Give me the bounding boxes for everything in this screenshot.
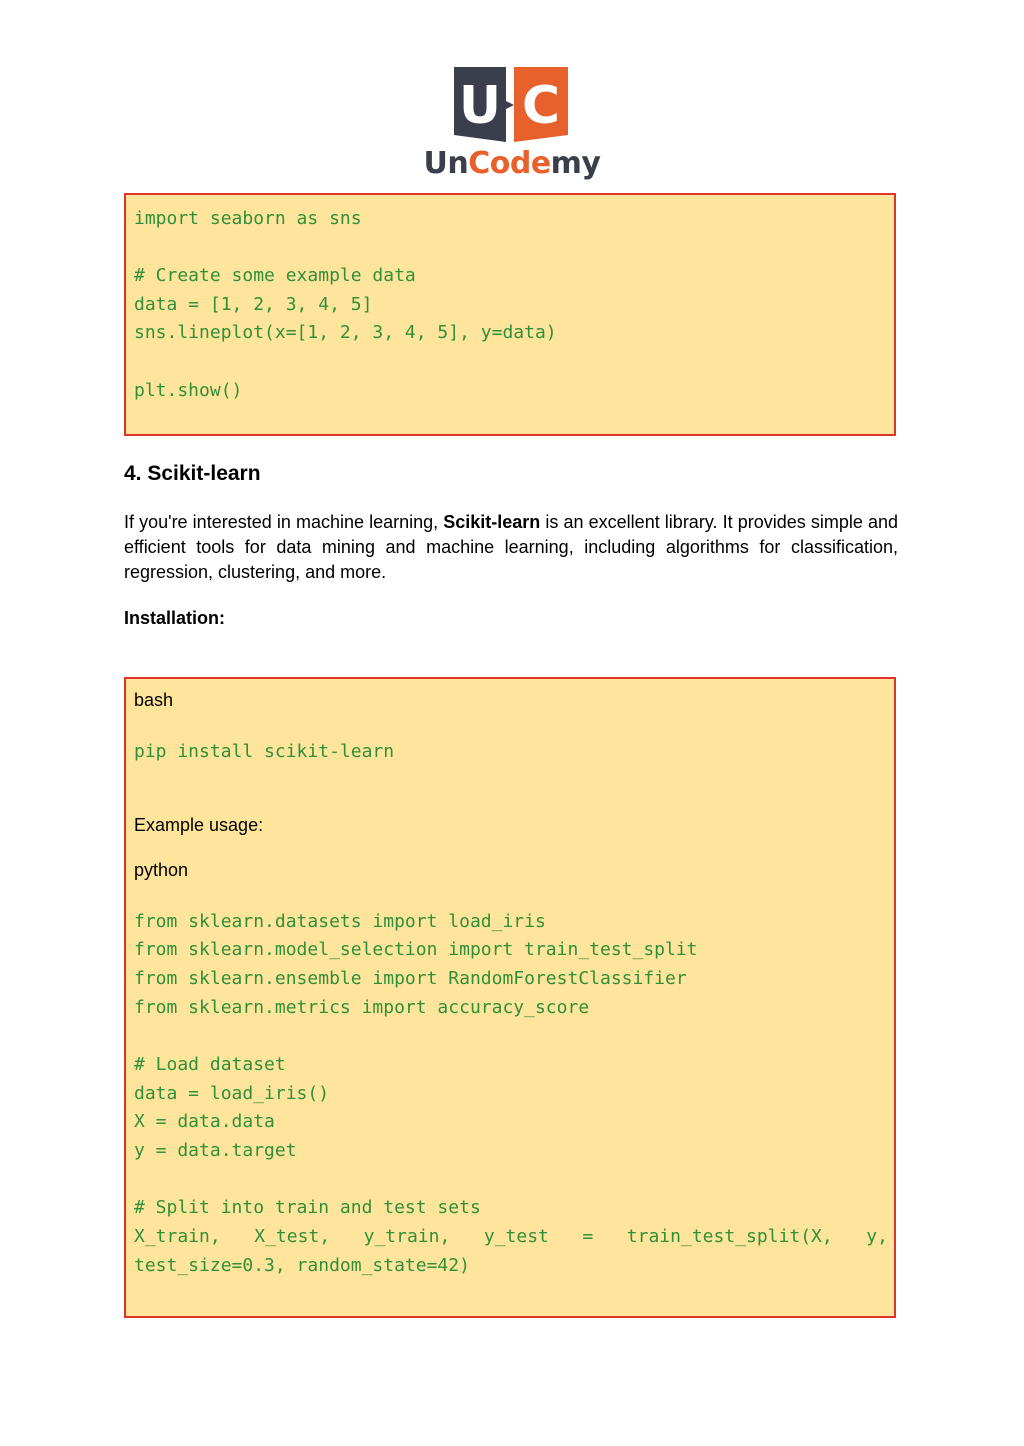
python-label: python (134, 860, 189, 880)
uncodemy-logo-mark (454, 67, 568, 142)
section-heading: 4. Scikit-learn (124, 462, 261, 485)
code-line: y = data.target (134, 1140, 297, 1161)
logo-wordmark-my: my (550, 146, 601, 181)
logo-mark-letter-c: C (521, 76, 561, 136)
code-line: data = [1, 2, 3, 4, 5] (134, 294, 373, 315)
code-token: = (582, 1226, 594, 1247)
code-line: import seaborn as sns (134, 208, 362, 229)
code-line-split (134, 1223, 888, 1252)
code-token: y_train, (363, 1226, 451, 1247)
section-paragraph (124, 510, 898, 585)
bash-label: bash (134, 690, 174, 710)
code-block-seaborn (124, 193, 896, 436)
paragraph-bold-term: Scikit-learn (443, 512, 541, 532)
install-command: pip install scikit-learn (134, 741, 395, 762)
logo-wordmark-un: Un (423, 146, 469, 181)
code-line: # Create some example data (134, 265, 416, 286)
code-line: # Load dataset (134, 1054, 286, 1075)
code-line: from sklearn.metrics import accuracy_score (134, 997, 590, 1018)
code-block-scikit-learn (124, 677, 896, 1318)
code-line: data = load_iris() (134, 1083, 330, 1104)
code-token: X_train, (134, 1226, 221, 1247)
logo-wordmark (420, 146, 604, 182)
paragraph-text-start: If you're interested in machine learning, (124, 512, 444, 532)
installation-label: Installation: (124, 608, 226, 628)
code-token: y, (866, 1226, 888, 1247)
code-token: X_test, (254, 1226, 331, 1247)
example-usage-label: Example usage: (134, 815, 264, 835)
code-line: from sklearn.model_selection import train_test_split (134, 939, 698, 960)
code-line: X = data.data (134, 1111, 275, 1132)
paragraph-text-end: is an excellent library. It provides simple and efficient tools for data mining and machine learning, including algorithms for classification, regression, clustering, and more. (124, 512, 898, 582)
code-token: y_test (483, 1226, 549, 1247)
code-token: train_test_split(X, (626, 1226, 833, 1247)
code-line: from sklearn.ensemble import RandomForestClassifier (134, 968, 687, 989)
logo-wordmark-code: Code (468, 146, 551, 181)
code-line: from sklearn.datasets import load_iris (134, 911, 546, 932)
code-line: test_size=0.3, random_state=42) (134, 1255, 470, 1276)
code-line: plt.show() (134, 380, 243, 401)
code-line: # Split into train and test sets (134, 1197, 481, 1218)
code-line: sns.lineplot(x=[1, 2, 3, 4, 5], y=data) (134, 322, 557, 343)
logo-mark-letter-u: U (458, 76, 502, 136)
uncodemy-logo (420, 64, 604, 184)
